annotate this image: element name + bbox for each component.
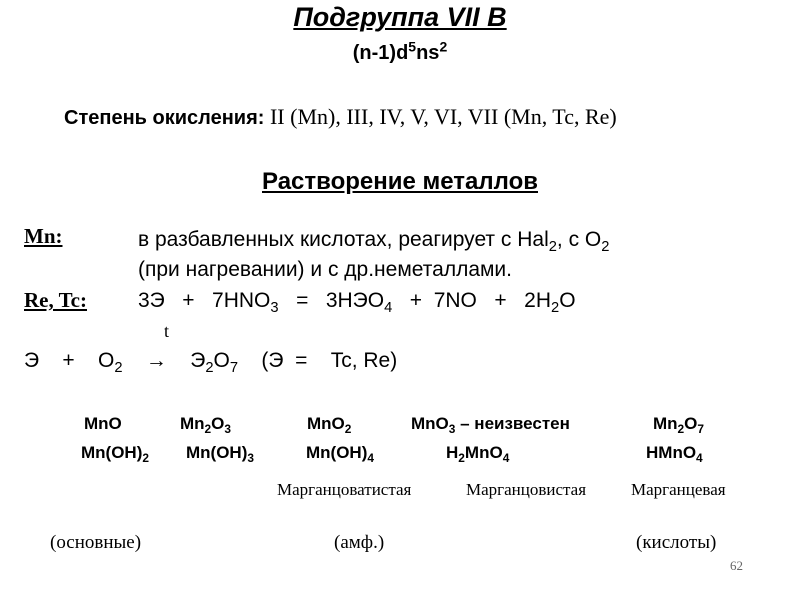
acid-h2mno4: $H_2MnO_4$ [446,443,510,466]
mn-line-2: (при нагревании) и с др.неметаллами. [138,258,513,281]
acid-name-manganous: Марганцоватистая [277,480,412,499]
re-tc-equation: $3Э + 7HNO_3 = 3HЭO_4 + 7NO + 2H_2O$ [138,289,576,317]
re-tc-label: Re, Tc: [24,288,87,312]
oxidation-states-label: Степень окисления: [64,107,265,129]
slide-title: Подгруппа VII B [293,2,507,32]
hydroxide-mn-oh-2: $Mn(OH)_2$ [81,443,149,466]
oxide-mno3: MnO$_3$ – неизвестен [411,414,570,437]
acid-name-permanganic: Марганцевая [631,480,726,499]
oxide-mn2o3: $Mn_2O_3$ [180,414,232,437]
oxidation-states-value: II (Mn), III, IV, V, VI, VII (Mn, Tc, Re) [269,104,617,129]
hydroxide-mn-oh-3: $Mn(OH)_3$ [186,443,254,466]
acid-name-manganic: Марганцовистая [466,480,587,499]
page-number: 62 [730,558,743,573]
mn-line-1: в разбавленных кислотах, реагирует с Hal$_2$, с $O_2$ [138,228,610,256]
hydroxide-mn-oh-4: $Mn(OH)_4$ [306,443,374,466]
oxide-mno: MnO [84,414,122,433]
arrow-icon: → [145,349,167,372]
acid-hmno4: HMnO$_4$ [646,443,703,466]
oxidation-equation: Э + $O_2$ → $Э_2O_7$ (Э = Tc, Re) [24,349,398,377]
mn-label: Mn: [24,224,63,248]
property-acidic: (кислоты) [636,532,717,553]
oxide-mno2: MnO$_2$ [307,414,352,437]
electron-configuration: $(n-1)d^5ns^2$ [352,38,448,64]
oxidation-states [64,104,617,130]
property-amphoteric: (амф.) [334,532,385,553]
section-heading: Растворение металлов [262,168,538,195]
oxide-mn2o7: $Mn_2O_7$ [653,414,705,437]
reaction-condition: t [164,321,170,341]
property-basic: (основные) [50,532,142,553]
